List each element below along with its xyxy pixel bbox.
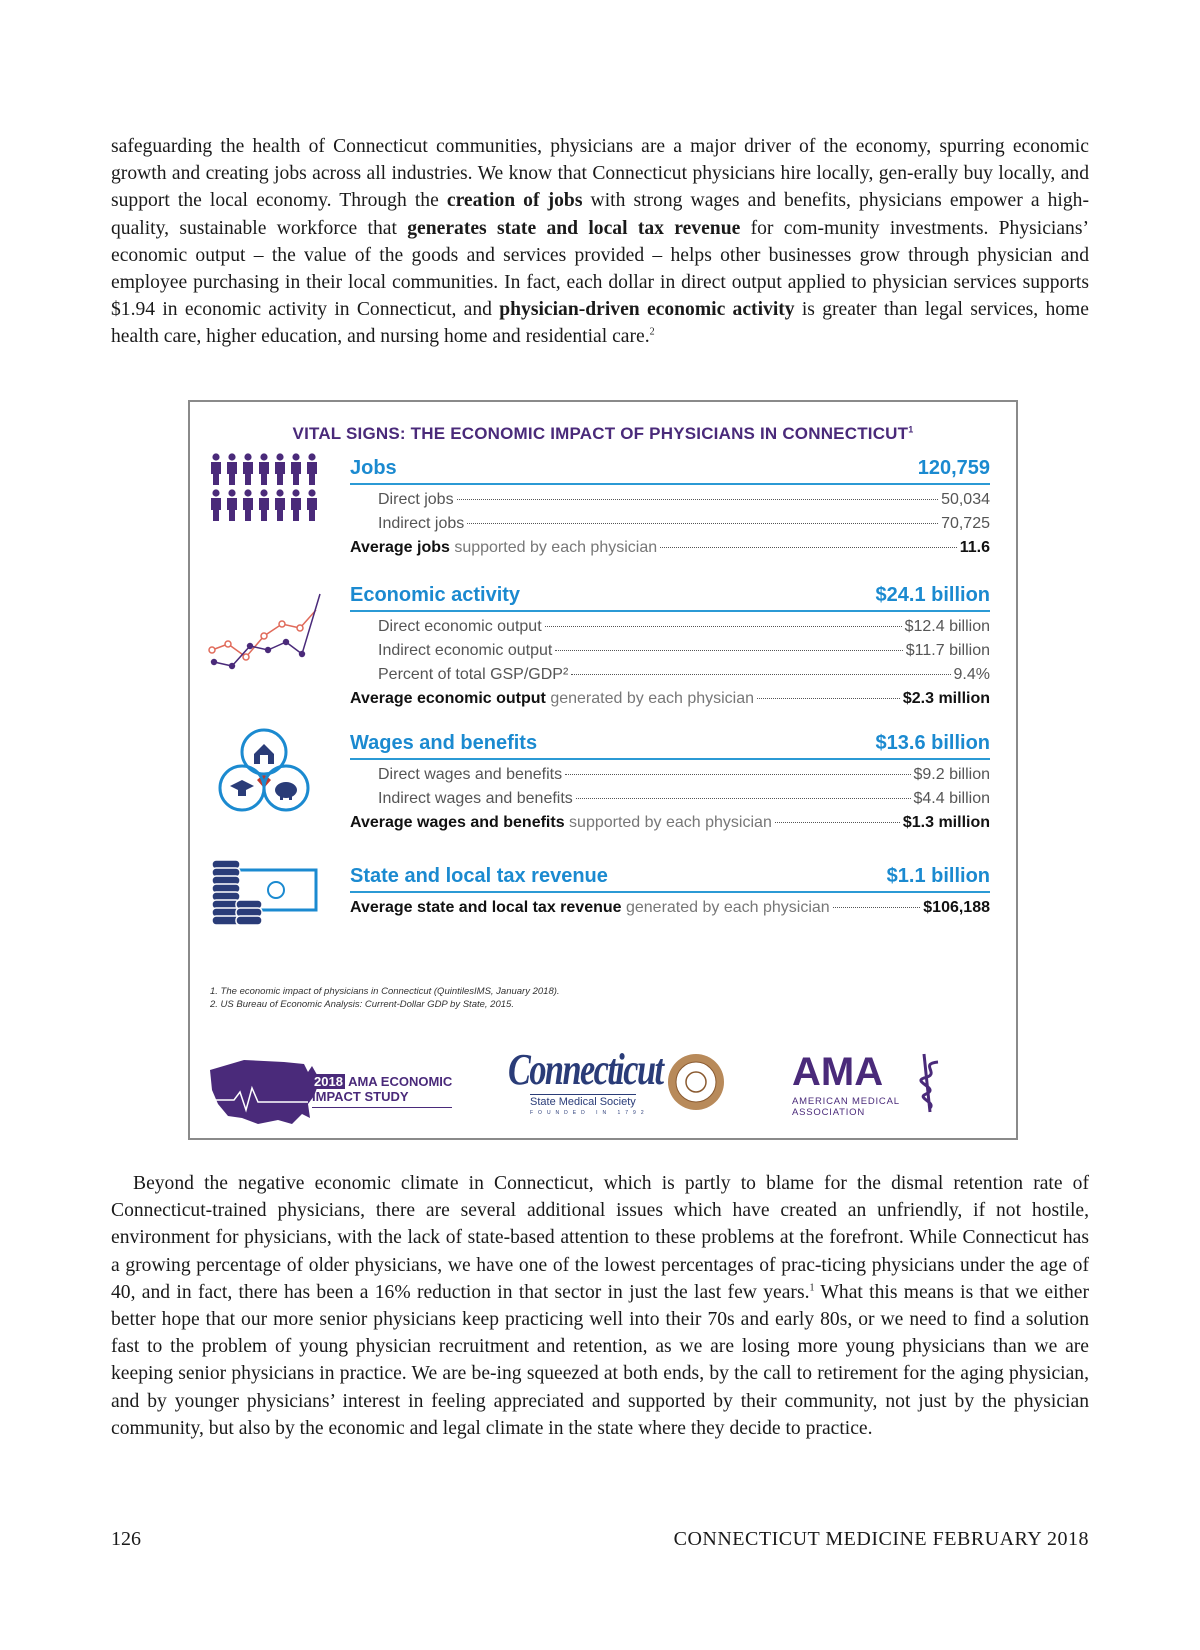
economic-header: Economic activity $24.1 billion [350,584,990,612]
stat-row: Indirect jobs 70,725 [378,515,990,532]
text-span: Beyond the negative economic climate in Connecticut, which is partly to blame for the dismal retention rate of Connecticut-trained physicians, there are several additional issues which have created an unfriendly, if not hostile, environment for physicians, with the lack of state-based attention to these problems at the forefront. While Connecticut has a growing percentage of older physicians, we have one of the lowest percentages of prac-ticing physicians under the age of 40, and in fact, there has been a 16% reduction in that sector in just the last few years. [111,1173,1089,1303]
text-span: safeguarding the health of Connecticut communities, physicians are a major driver of the economy, spurring economic growth and creating jobs across all industries. We know that Connecticut physicians hire locally, gen-erally buy locally, and support the local economy. Through the [111,136,1089,212]
economic-section [350,584,990,708]
text-span: with strong wages and benefits, physicians empower a high-quality, sustainable workforce that [111,190,1089,239]
society-seal-icon [666,1050,726,1114]
bold-phrase: physician-driven economic activity [499,299,795,321]
stat-row: Indirect economic output $11.7 billion [378,642,990,659]
stat-row: Percent of total GSP/GDP² 9.4% [378,666,990,683]
average-row: Average jobs supported by each physician 11.6 [350,539,990,556]
wages-header: Wages and benefits $13.6 billion [350,732,990,760]
line-chart-icon [204,590,324,680]
ama-logo: AMA AMERICAN MEDICAL ASSOCIATION [792,1050,962,1130]
stat-row: Direct wages and benefits $9.2 billion [378,766,990,783]
page-number: 126 [111,1528,141,1550]
average-row: Average state and local tax revenue generated by each physician $106,188 [350,899,990,916]
text-span: What this means is that we either better hope that our more senior physicians keep practicing well into their 70s and early 80s, or we need to find a solution fast to the problem of young physician recruitment and retention, as we are losing more young physicians than we are keeping senior physicians in practice. We are be-ing squeezed at both ends, by the call to retirement for the aging physician, and by younger physicians’ interest in feeling appreciated and supported by their community, not just by the physician community, but also by the economic and legal climate in the state where they decide to practice. [111,1281,1089,1439]
bold-phrase: creation of jobs [446,190,583,212]
bold-phrase: generates state and local tax revenue [407,217,741,239]
benefits-venn-icon [214,722,314,822]
footnote-ref: 2 [649,326,655,338]
tax-header: State and local tax revenue $1.1 billion [350,865,990,893]
people-icon [208,452,323,522]
tax-section [350,865,990,917]
body-paragraph-1 [111,133,1089,351]
stat-row: Direct jobs 50,034 [378,491,990,508]
average-row: Average wages and benefits supported by each physician $1.3 million [350,814,990,831]
coins-money-icon [208,852,323,932]
text-span: for com-munity investments. Physicians’ economic output – the value of the goods and services provided – helps other businesses grow through physician and employee purchasing in their local communities. In fact, each dollar in direct output applied to physician services supports $1.94 in economic activity in Connecticut, and [111,217,1090,321]
stat-row: Direct economic output $12.4 billion [378,618,990,635]
infographic-title: VITAL SIGNS: THE ECONOMIC IMPACT OF PHYSICIANS IN CONNECTICUT$^1$ [292,424,914,443]
average-row: Average economic output generated by each physician $2.3 million [350,690,990,707]
wages-section [350,732,990,832]
journal-footer: CONNECTICUT MEDICINE FEBRUARY 2018 [673,1528,1089,1550]
text-span: is greater than legal services, home health care, higher education, and nursing home and residential care. [111,299,1089,348]
ama-economic-study-logo: 2018 AMA ECONOMIC IMPACT STUDY [312,1074,452,1108]
jobs-section [350,457,990,557]
jobs-header: Jobs 120,759 [350,457,990,485]
stat-row: Indirect wages and benefits $4.4 billion [378,790,990,807]
body-paragraph-2 [111,1170,1089,1442]
infographic-footnotes: 1. The economic impact of physicians in Connecticut (QuintilesIMS, January 2018). 2. US Bureau of Economic Analysis: Current-Dollar GDP by State, 2015. [210,986,560,1010]
footnote-ref: 1 [809,1282,815,1294]
caduceus-icon [910,1050,950,1116]
ct-state-medical-society-logo: Connecticut State Medical Society FOUNDED IN 1792 [508,1044,728,1124]
infographic [188,400,1018,1140]
